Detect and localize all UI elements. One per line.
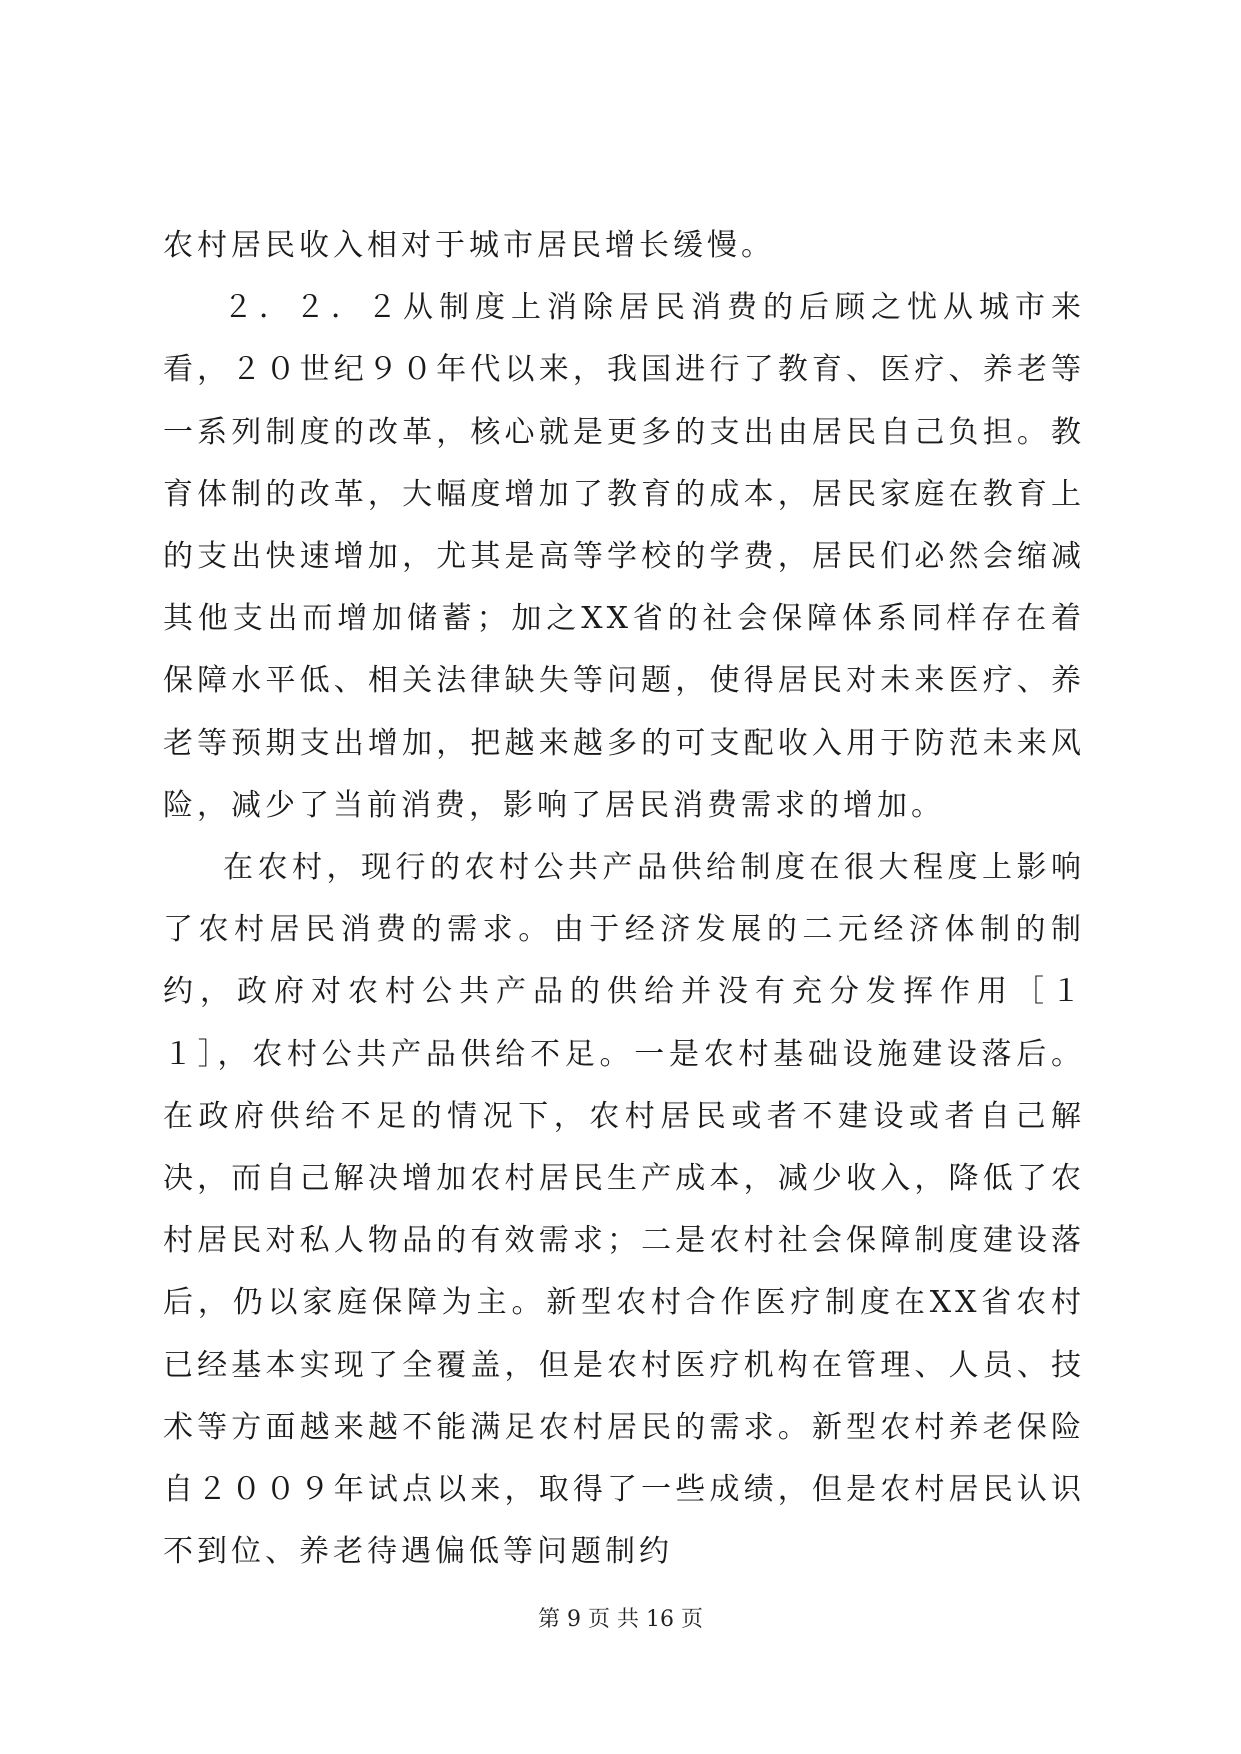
document-body (163, 215, 1085, 1583)
paragraph-continuation: 农村居民收入相对于城市居民增长缓慢。 (163, 228, 775, 263)
page-number-footer: 第 9 页 共 16 页 (538, 1607, 703, 1632)
paragraph-urban-consumption: ２．２．２从制度上消除居民消费的后顾之忧从城市来看，２０世纪９０年代以来，我国进行了教育、医疗、养老等一系列制度的改革，核心就是更多的支出由居民自己负担。教育体制的改革，大幅度增加了教育的成本，居民家庭在教育上的支出快速增加，尤其是高等学校的学费，居民们必然会缩减其他支出而增加储蓄；加之XX省的社会保障体系同样存在着保障水平低、相关法律缺失等问题，使得居民对未来医疗、养老等预期支出增加，把越来越多的可支配收入用于防范未来风险，减少了当前消费，影响了居民消费需求的增加。 (163, 290, 1085, 823)
paragraph-rural-public-goods: 在农村，现行的农村公共产品供给制度在很大程度上影响了农村居民消费的需求。由于经济发展的二元经济体制的制约，政府对农村公共产品的供给并没有充分发挥作用［１１］，农村公共产品供给不足。一是农村基础设施建设落后。在政府供给不足的情况下，农村居民或者不建设或者自己解决，而自己解决增加农村居民生产成本，减少收入，降低了农村居民对私人物品的有效需求；二是农村社会保障制度建设落后，仍以家庭保障为主。新型农村合作医疗制度在XX省农村已经基本实现了全覆盖，但是农村医疗机构在管理、人员、技术等方面越来越不能满足农村居民的需求。新型农村养老保险自２００９年试点以来，取得了一些成绩，但是农村居民认识不到位、养老待遇偏低等问题制约 (163, 850, 1085, 1570)
